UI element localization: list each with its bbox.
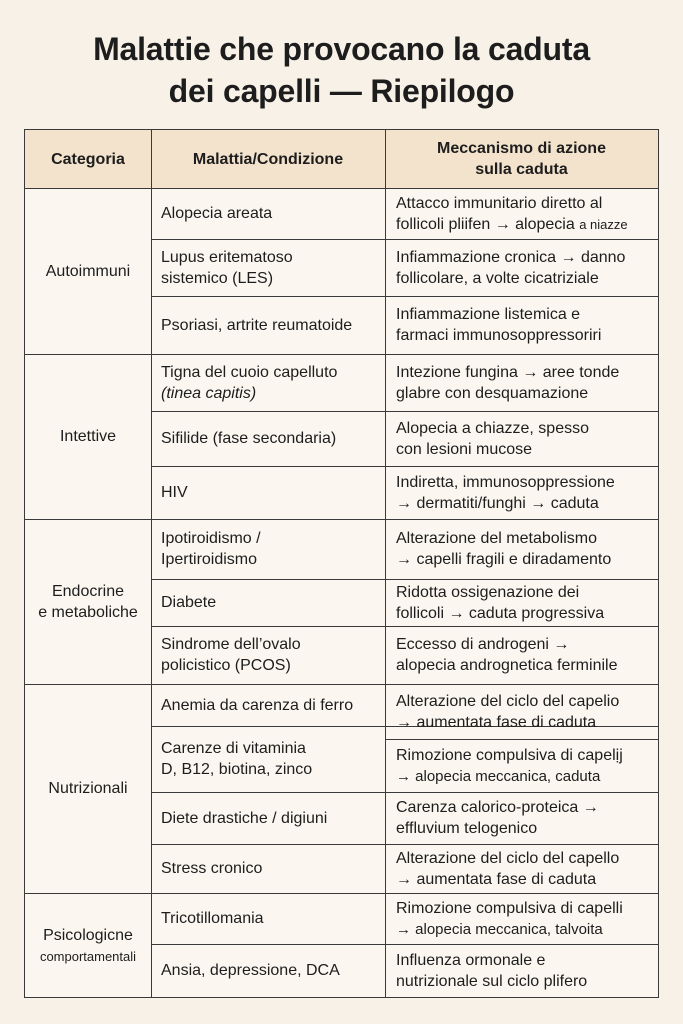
table-cell-meccanismo [385, 296, 658, 354]
title-line-2: dei capelli — Riepilogo [168, 73, 515, 109]
header-meccanismo [385, 130, 658, 188]
table-cell-malattia [151, 579, 385, 626]
category-label: Autoimmuni [45, 262, 131, 280]
table-cell-malattia [151, 239, 385, 296]
category-infettive [25, 354, 151, 519]
title-line-1: Malattie che provocano la caduta [93, 31, 590, 67]
cell-text: a niazze [579, 216, 628, 232]
cell-text: Ridotta ossigenazione dei [396, 583, 580, 601]
cell-text: Ipotiroidismo / [161, 530, 261, 547]
cell-text: → alopecia meccanica, talvoita [396, 920, 603, 938]
table-cell-malattia [151, 519, 385, 579]
cell-text: Stress cronico [161, 860, 263, 877]
category-label: e metaboliche [38, 603, 138, 621]
category-endocrine [25, 519, 151, 684]
table-cell-meccanismo [385, 684, 658, 739]
cell-text: follicoli pliifen → alopecia [396, 215, 575, 233]
category-autoimmuni [25, 188, 151, 354]
category-label: Endocrine [51, 582, 125, 600]
table-cell-meccanismo [385, 579, 658, 626]
cell-text: Alterazione del metabolismo [396, 530, 597, 547]
cell-text: HIV [161, 484, 188, 501]
cell-text: nutrizionale sul ciclo plifero [396, 972, 588, 990]
cell-text: farmaci immunosoppressoriri [396, 327, 602, 344]
cell-text: Diabete [161, 594, 217, 611]
table-cell-malattia [151, 626, 385, 684]
page-title [0, 28, 683, 112]
header-malattia-label: Malattia/Condizione [192, 150, 344, 168]
table-cell-meccanismo [385, 792, 658, 844]
cell-text: Carenza calorico-proteica → [396, 799, 599, 816]
cell-text: → aumentata fase di caduta [396, 870, 597, 888]
cell-text: policistico (PCOS) [161, 657, 291, 674]
cell-text: Carenze di vitaminia [161, 740, 306, 757]
cell-text: Infiammazione cronica → danno [396, 248, 626, 266]
cell-text: Lupus eritematoso [161, 248, 293, 266]
category-nutrizionali [25, 684, 151, 893]
cell-text: → aumentata fase di caduta [396, 713, 597, 731]
cell-text: glabre con desquamazione [396, 384, 589, 402]
category-label: Intettive [59, 428, 117, 445]
table-cell-malattia [151, 893, 385, 944]
cell-text: effluvium telogenico [396, 820, 538, 837]
table-cell-meccanismo [385, 354, 658, 411]
cell-text: Diete drastiche / digiuni [161, 809, 328, 827]
header-malattia [151, 130, 385, 188]
cell-text: Intezione fungina → aree tonde [396, 363, 620, 381]
table-cell-malattia [151, 188, 385, 239]
table-cell-malattia [151, 792, 385, 844]
header-categoria [25, 130, 151, 188]
cell-text: Infiammazione listemica e [396, 306, 581, 323]
cell-text: con lesioni mucose [396, 440, 533, 458]
summary-table [24, 129, 659, 998]
cell-text: follicolare, a volte cicatriziale [396, 269, 599, 287]
cell-text: Tigna del cuoio capelluto [161, 363, 338, 381]
cell-text: Eccesso di androgeni → [396, 636, 570, 653]
table-cell-meccanismo [385, 844, 658, 893]
table-cell-malattia [151, 684, 385, 726]
cell-text: Ipertiroidismo [161, 551, 258, 568]
header-meccanismo-line-1: Meccanismo di azione [437, 140, 606, 157]
cell-text: Sindrome dell’ovalo [161, 636, 301, 653]
table-cell-meccanismo [385, 188, 658, 239]
cell-text: Anemia da carenza di ferro [161, 696, 354, 714]
cell-text: Alopecia a chiazze, spesso [396, 419, 589, 437]
cell-text: Indiretta, immunosoppressione [396, 473, 615, 491]
table-cell-meccanismo [385, 626, 658, 684]
cell-text: → capelli fragili e diradamento [396, 551, 612, 568]
table-cell-malattia [151, 844, 385, 893]
cell-text: Attacco immunitario diretto al [396, 194, 603, 212]
cell-text: Influenza ormonale e [396, 951, 546, 969]
cell-text: Sifilide (fase secondaria) [161, 430, 337, 447]
table-cell-malattia [151, 296, 385, 354]
table-cell-meccanismo [385, 944, 658, 997]
cell-text: sistemico (LES) [161, 269, 274, 287]
table-cell-malattia [151, 944, 385, 997]
cell-text: D, B12, biotina, zinco [161, 761, 313, 778]
cell-text: Alopecia areata [161, 205, 273, 222]
table-cell-meccanismo [385, 519, 658, 579]
category-label: comportamentali [39, 949, 137, 964]
table-cell-malattia [151, 354, 385, 411]
cell-text: alopecia andrognetica ferminile [396, 657, 618, 674]
table-cell-meccanismo [385, 893, 658, 944]
table-cell-malattia [151, 466, 385, 519]
category-label: Nutrizionali [48, 780, 128, 797]
header-categoria-label: Categoria [51, 150, 125, 168]
cell-text: Tricotillomania [161, 910, 264, 927]
cell-text [396, 214, 628, 235]
cell-text: → alopecia meccanica, caduta [396, 767, 601, 785]
cell-text: follicoli → caduta progressiva [396, 604, 605, 622]
cell-text: Rimozione compulsiva di capelịj [396, 746, 623, 764]
category-label: Psicologicne [43, 927, 133, 944]
header-meccanismo-line-2: sulla caduta [475, 161, 568, 178]
table-cell-meccanismo [385, 411, 658, 466]
table-cell-malattia [151, 411, 385, 466]
cell-text: Psoriasi, artrite reumatoide [161, 316, 353, 334]
table-cell-meccanismo [385, 466, 658, 519]
cell-text: Alterazione del ciclo del capello [396, 849, 620, 867]
cell-text: (tinea capitis) [161, 384, 257, 402]
table-cell-meccanismo [385, 739, 658, 792]
cell-text: Alterazione del ciclo del capelio [396, 692, 620, 710]
table-cell-meccanismo [385, 239, 658, 296]
category-psicologiche [25, 893, 151, 999]
cell-text: → dermatiti/funghi → caduta [396, 494, 599, 512]
cell-text: Ansia, depressione, DCA [161, 962, 340, 979]
cell-text: Rimozione compulsiva di capelli [396, 899, 623, 917]
table-cell-malattia [151, 726, 385, 792]
